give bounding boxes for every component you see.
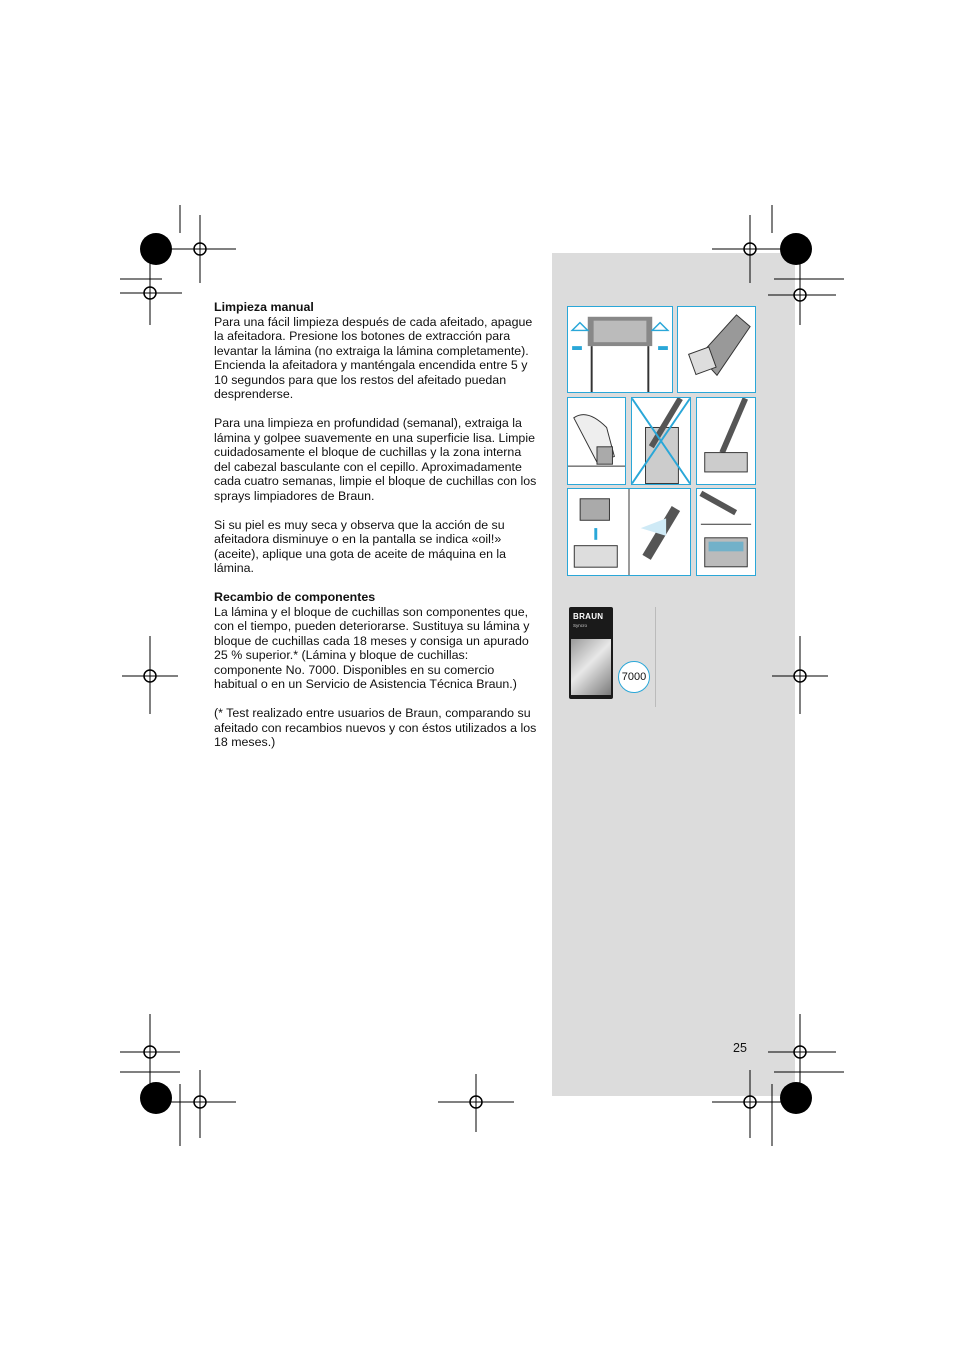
- part-number-badge: [618, 661, 650, 693]
- divider: [655, 607, 656, 707]
- registration-mark-top-left: [120, 205, 240, 325]
- page-number: 25: [733, 1041, 747, 1055]
- section-heading: Limpieza manual: [214, 300, 314, 314]
- paragraph: Si su piel es muy seca y observa que la acción de su afeitadora disminuye o en la pantalla se indica «oil!» (aceite), aplique una gota de aceite de máquina en la lámina.: [214, 517, 507, 575]
- registration-mark-bottom-right: [712, 1014, 844, 1146]
- replacement-pack-image: [569, 607, 613, 699]
- product-line-label: Syncro: [573, 623, 588, 628]
- registration-mark-top-right: [712, 205, 844, 325]
- section-cleaning: [214, 300, 538, 576]
- registration-mark-mid-left: [120, 636, 180, 716]
- paragraph: La lámina y el bloque de cuchillas son componentes que, con el tiempo, pueden deteriorarse. Sustituya su lámina y bloque de cuchillas cada 18 meses y consiga un apurado 25 % superior.* (Lámina y bloque de cuchillas: componente No. 7000. Disponibles en su comercio habitual o en un Servicio de Asistencia Técnica Braun.): [214, 604, 530, 691]
- registration-mark-bottom-left: [120, 1014, 240, 1146]
- brand-logo: BRAUN: [573, 612, 604, 621]
- illustration-release-foil: [567, 306, 673, 393]
- paragraph: Para una limpieza en profundidad (semanal), extraiga la lámina y golpee suavemente en una superficie lisa. Limpie cuidadosamente el bloque de cuchillas y la zona interna del cabezal basculante con el cepillo. Aproximadamente cada cuatro semanas, limpie el bloque de cuchillas con los sprays limpiadores de Braun.: [214, 416, 537, 503]
- paragraph: (* Test realizado entre usuarios de Braun, comparando su afeitado con recambios nuevos y con éstos utilizados a los 18 meses.): [214, 706, 537, 749]
- illustration-spray-cleaning: [567, 488, 691, 576]
- section-replacement: [214, 590, 538, 750]
- illustration-brush-cutter: [696, 397, 756, 485]
- part-number: 7000: [621, 671, 647, 683]
- registration-mark-bottom-center: [436, 1074, 516, 1134]
- pack-artwork: [571, 639, 611, 695]
- illustration-oil-foil: [696, 488, 756, 576]
- section-heading: Recambio de componentes: [214, 590, 376, 604]
- illustration-do-not-brush-foil: [631, 397, 691, 485]
- main-text: [214, 300, 538, 764]
- paragraph: Para una fácil limpieza después de cada afeitado, apague la afeitadora. Presione los botones de extracción para levantar la lámina (no extraiga la lámina completamente). Encienda la afeitadora y manténgala encendida entre 5 y 10 segundos para que los restos del afeitado puedan desprenderse.: [214, 314, 533, 401]
- illustration-tap-foil: [567, 397, 626, 485]
- registration-mark-mid-right: [770, 636, 830, 716]
